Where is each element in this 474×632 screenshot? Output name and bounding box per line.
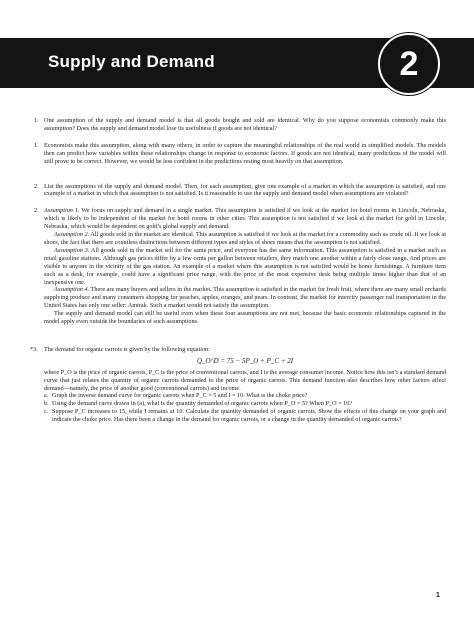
assumption-1-paragraph — [44, 207, 446, 231]
assumption-1-text: We focus on supply and demand in a single market. This assumption is satisfied if we look at the market for hotel rooms in Lincoln, Nebraska, which is likely to be independent of the market for hotel rooms in other cities. This assumption is not satisfied if we look at the market for gold in Lincoln, Nebraska, which would be dependent on gold’s global supply and demand. — [44, 207, 446, 231]
question-1 — [34, 117, 446, 133]
answer-2-conclusion: The supply and demand model can still be useful even when these four assumptions are not met, because the basic economic relationships captured in the model apply even outside the boundaries of such assumptions. — [44, 310, 446, 326]
question-1-text: One assumption of the supply and demand model is that all goods bought and sold are identical. Why do you suppose economists commonly make this assumption? Does the supply and demand model lose its usefulness if goods are not identical? — [44, 117, 446, 132]
demand-equation: Q_O^D = 75 − 5P_O + P_C + 2I — [196, 356, 294, 365]
question-3b-label: b. — [44, 400, 49, 408]
question-1-label: 1. — [34, 117, 39, 124]
question-3a-label: a. — [44, 392, 49, 400]
assumption-3-text: All goods sold in the market sell for the same price, and everyone has the same information. This assumption is satisfied in a market such as retail gasoline stations. Although gas prices differ by a few cents per gallon between retailers, they match one another within a fairly close range. And prices are visible to anyone in the vicinity of the gas station. An example of a market where this assumption is not satisfied would be home furnishings. A furniture item such as a desk, for example, could have a significant price range, with the price of the most expensive desk being multiple times higher than that of an inexpensive one. — [44, 246, 446, 286]
answer-2-label: 2. — [34, 207, 39, 215]
assumption-3-lead: Assumption 3. — [54, 246, 90, 254]
answer-1 — [34, 142, 446, 166]
assumption-3-paragraph — [44, 247, 446, 287]
question-3-where: where P_O is the price of organic carrots, P_C is the price of conventional carrots, and I is the average consumer income. Notice how this isn’t a standard demand curve that just relates the quantity of organic carrots demanded to the price of organic carrots. This demand function also describes how other factors affect demand—namely, the price of another good (conventional carrots) and income. — [44, 368, 446, 392]
question-3a — [44, 392, 446, 400]
page-content — [30, 117, 446, 424]
question-3 — [30, 345, 446, 424]
question-2-text: List the assumptions of the supply and demand model. Then, for each assumption, give one example of a market in which the assumption is satisfied, and one example of a market in which that assumption is not satisfied. Is it reasonable to use the supply and demand model when assumptions are violated? — [44, 182, 446, 198]
question-3c-label: c. — [44, 408, 49, 416]
answer-1-label: 1. — [34, 141, 39, 149]
question-3a-text: Graph the inverse demand curve for organic carrots when P_C = 5 and I = 10. What is the choke price? — [52, 392, 308, 400]
answer-2 — [34, 207, 446, 326]
question-3c — [44, 408, 446, 424]
chapter-number: 2 — [399, 45, 419, 83]
question-2-label: 2. — [34, 182, 39, 190]
question-3b — [44, 400, 446, 408]
assumption-4-paragraph — [44, 286, 446, 310]
assumption-1-lead: Assumption 1. — [44, 207, 80, 215]
question-3b-text: Using the demand curve drawn in (a), what is the quantity demanded of organic carrots when P_O = 5? When P_O = 10? — [52, 400, 353, 408]
page-number: 1 — [436, 592, 440, 599]
chapter-title: Supply and Demand — [48, 52, 215, 71]
assumption-4-text: There are many buyers and sellers in the market. This assumption is satisfied in the market for fresh fruit, where there are many small orchards supplying produce and many consumers shopping for peaches, apples, oranges, and pears. In contrast, the market for intercity passenger rail transportation in the United States has only one seller: Amtrak. Such a market would not satisfy the assumption. — [44, 286, 446, 310]
question-3c-text: Suppose P_C increases to 15, while I remains at 10. Calculate the quantity demanded of organic carrots. Show the effects of this change on your graph and indicate the choke price. Has there been a change in the demand for organic carrots, or a change in the quantity demanded of organic carrots? — [52, 408, 446, 424]
assumption-2-lead: Assumption 2. — [54, 231, 90, 239]
assumption-4-lead: Assumption 4. — [54, 286, 90, 294]
question-2 — [34, 183, 446, 199]
chapter-number-badge — [378, 33, 440, 95]
question-3-intro: The demand for organic carrots is given by the following equation: — [44, 345, 210, 353]
question-3-label: *3. — [30, 345, 38, 353]
assumption-2-text: All goods sold in the market are identical. This assumption is satisfied if we look at the market for a commodity such as crude oil. If we look at shoes, the fact that there are countless distinctions between different types and styles of shoes means that the assumption is not satisfied. — [44, 231, 446, 246]
assumption-2-paragraph — [44, 231, 446, 247]
answer-1-text: Economists make this assumption, along with many others, in order to capture the meaningful relationships of the real world in simplified models. The models then can predict how variables within these relationships change in response to economic factors. If goods are not identical, many predictions of the model will still prove to be correct. However, we would be less confident in the predictions resting most heavily on that assumption. — [44, 141, 446, 165]
